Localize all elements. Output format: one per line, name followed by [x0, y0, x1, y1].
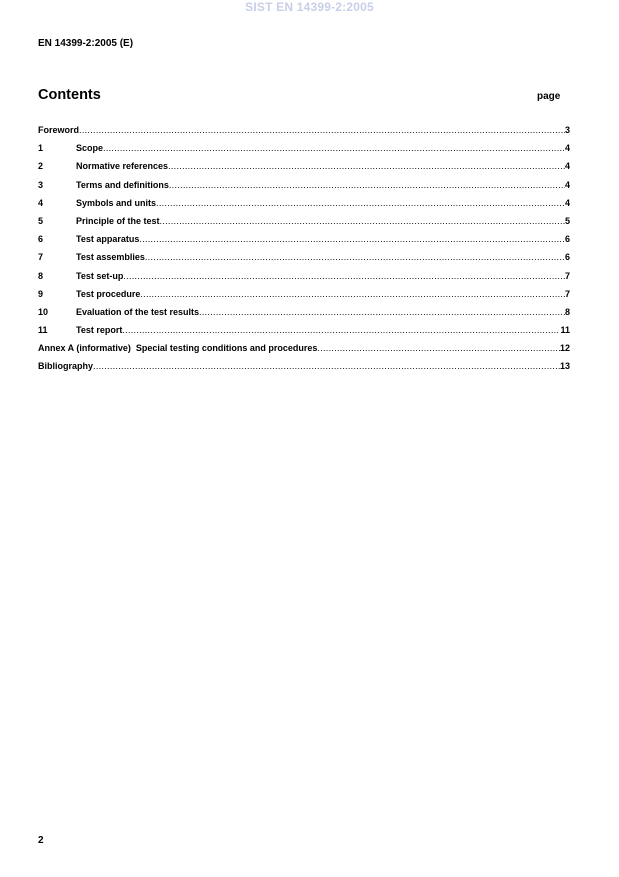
toc-dot-leader: [79, 125, 565, 135]
toc-entry-normative-references[interactable]: [38, 161, 570, 179]
toc-entry-bibliography[interactable]: [38, 361, 570, 379]
toc-entry-test-apparatus[interactable]: [38, 234, 570, 252]
toc-entry-number: 11: [38, 325, 48, 336]
toc-entry-number: 2: [38, 161, 44, 172]
toc-entry-title: Annex A (informative) Special testing conditions and procedures: [38, 343, 318, 354]
document-id: EN 14399-2:2005 (E): [38, 38, 134, 49]
toc-entry-page: 3: [564, 125, 570, 135]
toc-entry-page: 13: [559, 361, 570, 372]
toc-entry-number: 3: [38, 179, 44, 190]
toc-entry-principle-of-the-test[interactable]: [38, 216, 570, 234]
toc-entry-title: Test assemblies: [76, 252, 145, 263]
toc-entry-title: Test apparatus: [76, 234, 140, 245]
toc-entry-title: Terms and definitions: [76, 179, 169, 190]
toc-entry-title: Normative references: [76, 161, 169, 172]
toc-entry-title: Evaluation of the test results: [76, 306, 200, 317]
toc-dot-leader: [317, 343, 560, 353]
toc-dot-leader: [140, 289, 565, 299]
toc-dot-leader: [93, 361, 560, 371]
toc-entry-number: 10: [38, 306, 49, 317]
toc-entry-test-assemblies[interactable]: [38, 252, 570, 270]
toc-entry-number: 4: [38, 197, 44, 208]
table-of-contents: [38, 125, 570, 380]
toc-entry-evaluation-of-the-test-results[interactable]: [38, 307, 570, 325]
toc-entry-title: Test set-up: [76, 270, 124, 281]
toc-entry-title: Test report: [76, 325, 123, 336]
toc-entry-page: 6: [564, 234, 570, 245]
toc-entry-number: 1: [38, 143, 44, 154]
toc-entry-title: Scope: [76, 143, 104, 154]
toc-entry-page: 5: [564, 215, 570, 226]
toc-entry-annex-a[interactable]: [38, 343, 570, 361]
toc-entry-number: 6: [38, 234, 44, 245]
contents-heading: Contents: [38, 87, 101, 103]
toc-entry-scope[interactable]: [38, 143, 570, 161]
toc-entry-terms-and-definitions[interactable]: [38, 180, 570, 198]
toc-entry-number: 8: [38, 270, 44, 281]
toc-entry-page: 6: [564, 252, 570, 263]
toc-entry-page: 11: [560, 325, 570, 336]
toc-entry-page: 7: [564, 270, 570, 281]
toc-entry-test-set-up[interactable]: [38, 271, 570, 289]
toc-entry-number: 7: [38, 252, 44, 263]
watermark-text: SIST EN 14399-2:2005: [245, 0, 374, 14]
toc-entry-foreword[interactable]: [38, 125, 570, 143]
toc-dot-leader: [168, 161, 565, 171]
page-number: 2: [38, 835, 44, 846]
toc-dot-leader: [123, 271, 565, 281]
toc-entry-symbols-and-units[interactable]: [38, 198, 570, 216]
toc-entry-page: 4: [564, 143, 570, 154]
toc-dot-leader: [160, 216, 565, 226]
toc-entry-test-procedure[interactable]: [38, 289, 570, 307]
toc-entry-number: 9: [38, 288, 44, 299]
toc-entry-title: Foreword: [38, 125, 80, 135]
toc-dot-leader: [145, 252, 565, 262]
toc-entry-page: 4: [564, 179, 570, 190]
toc-entry-title: Test procedure: [76, 288, 141, 299]
toc-entry-page: 4: [564, 161, 570, 172]
toc-dot-leader: [199, 307, 565, 317]
toc-entry-title: Bibliography: [38, 361, 94, 372]
toc-dot-leader: [122, 325, 560, 335]
toc-entry-page: 7: [564, 288, 570, 299]
toc-entry-title: Principle of the test: [76, 215, 160, 226]
page-column-label: page: [537, 91, 561, 102]
toc-entry-number: 5: [38, 215, 44, 226]
toc-dot-leader: [139, 234, 565, 244]
toc-entry-page: 12: [559, 343, 570, 354]
toc-entry-test-report[interactable]: [38, 325, 570, 343]
toc-dot-leader: [103, 143, 565, 153]
toc-dot-leader: [169, 180, 565, 190]
toc-dot-leader: [156, 198, 565, 208]
toc-entry-page: 4: [564, 197, 570, 208]
toc-entry-title: Symbols and units: [76, 197, 157, 208]
toc-entry-page: 8: [564, 306, 570, 317]
